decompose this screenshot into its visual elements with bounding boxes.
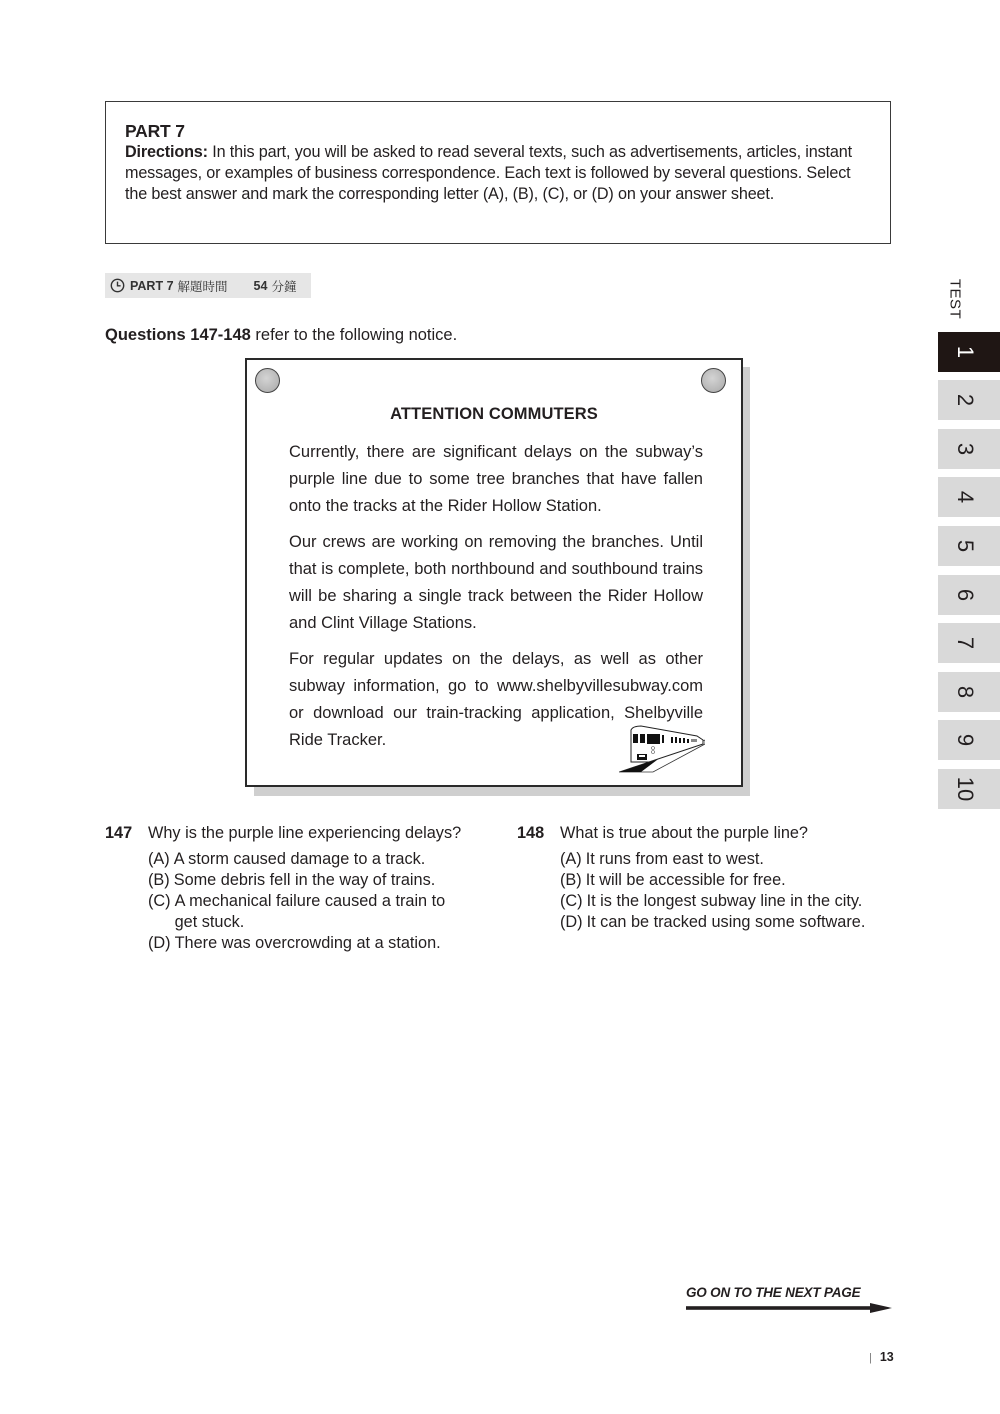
question-148 [517, 823, 897, 933]
tab-test-5[interactable] [938, 526, 1000, 566]
option-text: It is the longest subway line in the city. [586, 892, 863, 910]
page-number-value: 13 [879, 1350, 894, 1364]
tab-test-1[interactable] [938, 332, 1000, 372]
tab-label: 6 [953, 588, 978, 602]
tab-label: 3 [953, 442, 978, 456]
directions-text [125, 142, 871, 205]
option-b[interactable] [148, 870, 495, 891]
option-letter: (D) [148, 934, 171, 952]
question-text: Why is the purple line experiencing delays? [148, 824, 462, 842]
option-a[interactable] [560, 849, 897, 870]
page-number [869, 1350, 894, 1364]
tab-label: 10 [953, 776, 978, 802]
option-c[interactable] [560, 891, 897, 912]
option-letter: (C) [148, 892, 171, 910]
questions-intro [105, 325, 457, 345]
arrow-right-icon [686, 1303, 892, 1313]
tab-test-9[interactable] [938, 720, 1000, 760]
notice-paragraph: Our crews are working on removing the branches. Until that is complete, both northbound and southbound trains will be sharing a single track between the Rider Hollow and Clint Village Stations. [289, 533, 703, 632]
notice-paragraph: For regular updates on the delays, as well as other subway information, go to www.shelbyvillesubway.com or download our train-tracking application, Shelbyville Ride Tracker. [289, 650, 703, 749]
notice [245, 358, 743, 787]
tab-label: 2 [953, 393, 978, 407]
tab-label: 9 [953, 733, 978, 747]
option-text: A mechanical failure caused a train to get stuck. [174, 892, 446, 931]
option-text: There was overcrowding at a station. [174, 934, 441, 952]
badge-unit: 分鐘 [271, 279, 297, 294]
option-letter: (B) [148, 871, 170, 889]
part-title: PART 7 [125, 121, 185, 141]
tab-label: 7 [953, 636, 978, 650]
badge-part: PART 7 [130, 278, 174, 293]
tab-test-10[interactable] [938, 769, 1000, 809]
tab-test-2[interactable] [938, 380, 1000, 420]
tab-test-4[interactable] [938, 477, 1000, 517]
pin-icon [701, 368, 726, 393]
page-separator: | [869, 1352, 872, 1364]
train-icon [619, 724, 705, 774]
tab-label: 8 [953, 685, 978, 699]
question-number: 148 [517, 824, 545, 842]
option-d[interactable] [560, 912, 897, 933]
option-text: It runs from east to west. [585, 850, 764, 868]
option-d[interactable] [148, 933, 495, 954]
directions-box [105, 101, 891, 244]
tab-label: 4 [953, 490, 978, 504]
notice-paragraph: Currently, there are significant delays on the subway’s purple line due to some tree branches that have fallen onto the tracks at the Rider Hollow Station. [289, 443, 703, 515]
time-badge [105, 273, 311, 298]
option-letter: (A) [148, 850, 170, 868]
option-letter: (A) [560, 850, 582, 868]
next-page-indicator [686, 1285, 892, 1313]
question-number: 147 [105, 824, 133, 842]
question-147 [105, 823, 495, 954]
test-label [938, 274, 972, 324]
directions-label: Directions: [125, 143, 208, 161]
notice-body [289, 439, 703, 763]
test-tabs [938, 0, 1000, 1414]
option-letter: (C) [560, 892, 583, 910]
tab-test-7[interactable] [938, 623, 1000, 663]
badge-label: 解題時間 [177, 279, 228, 294]
test-label-text: TEST [946, 278, 964, 320]
question-text: What is true about the purple line? [560, 824, 808, 842]
next-page-text: GO ON TO THE NEXT PAGE [686, 1285, 861, 1300]
tab-test-3[interactable] [938, 429, 1000, 469]
clock-icon [110, 278, 125, 293]
tab-label: 1 [953, 345, 978, 359]
badge-minutes: 54 [253, 278, 268, 293]
question-options [148, 849, 495, 954]
option-b[interactable] [560, 870, 897, 891]
tab-label: 5 [953, 539, 978, 553]
tab-test-8[interactable] [938, 672, 1000, 712]
option-a[interactable] [148, 849, 495, 870]
option-text: It can be tracked using some software. [586, 913, 866, 931]
questions-range: Questions 147-148 [105, 326, 251, 344]
tab-test-6[interactable] [938, 575, 1000, 615]
pin-icon [255, 368, 280, 393]
option-text: A storm caused damage to a track. [173, 850, 426, 868]
option-text: It will be accessible for free. [585, 871, 786, 889]
directions-body: In this part, you will be asked to read several texts, such as advertisements, articles, instant messages, or examples of business correspondence. Each text is followed by several questions. Select the best answer and mark the corresponding letter (A), (B), (C), or (D) on your answer sheet. [125, 143, 852, 203]
option-letter: (B) [560, 871, 582, 889]
option-letter: (D) [560, 913, 583, 931]
option-text: Some debris fell in the way of trains. [173, 871, 436, 889]
option-c[interactable] [148, 891, 495, 933]
notice-title: ATTENTION COMMUTERS [390, 405, 598, 423]
question-options [560, 849, 897, 933]
intro-text: refer to the following notice. [250, 326, 458, 344]
